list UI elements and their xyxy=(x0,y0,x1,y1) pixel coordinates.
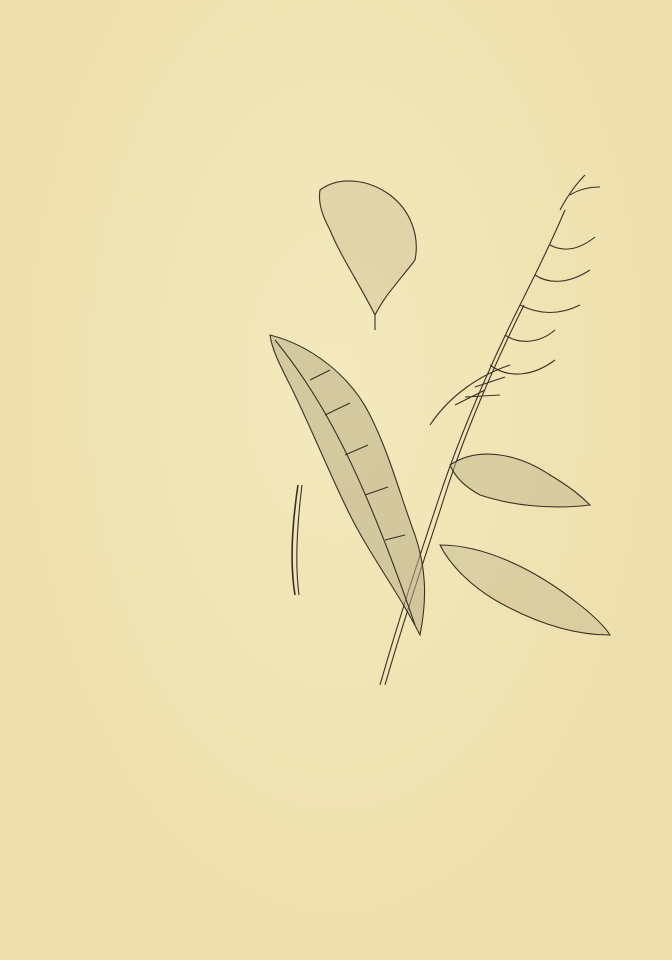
mid-leaf xyxy=(450,454,590,507)
lower-leaf xyxy=(270,335,425,635)
flower-detail xyxy=(319,181,416,315)
botanical-illustration xyxy=(250,165,618,705)
